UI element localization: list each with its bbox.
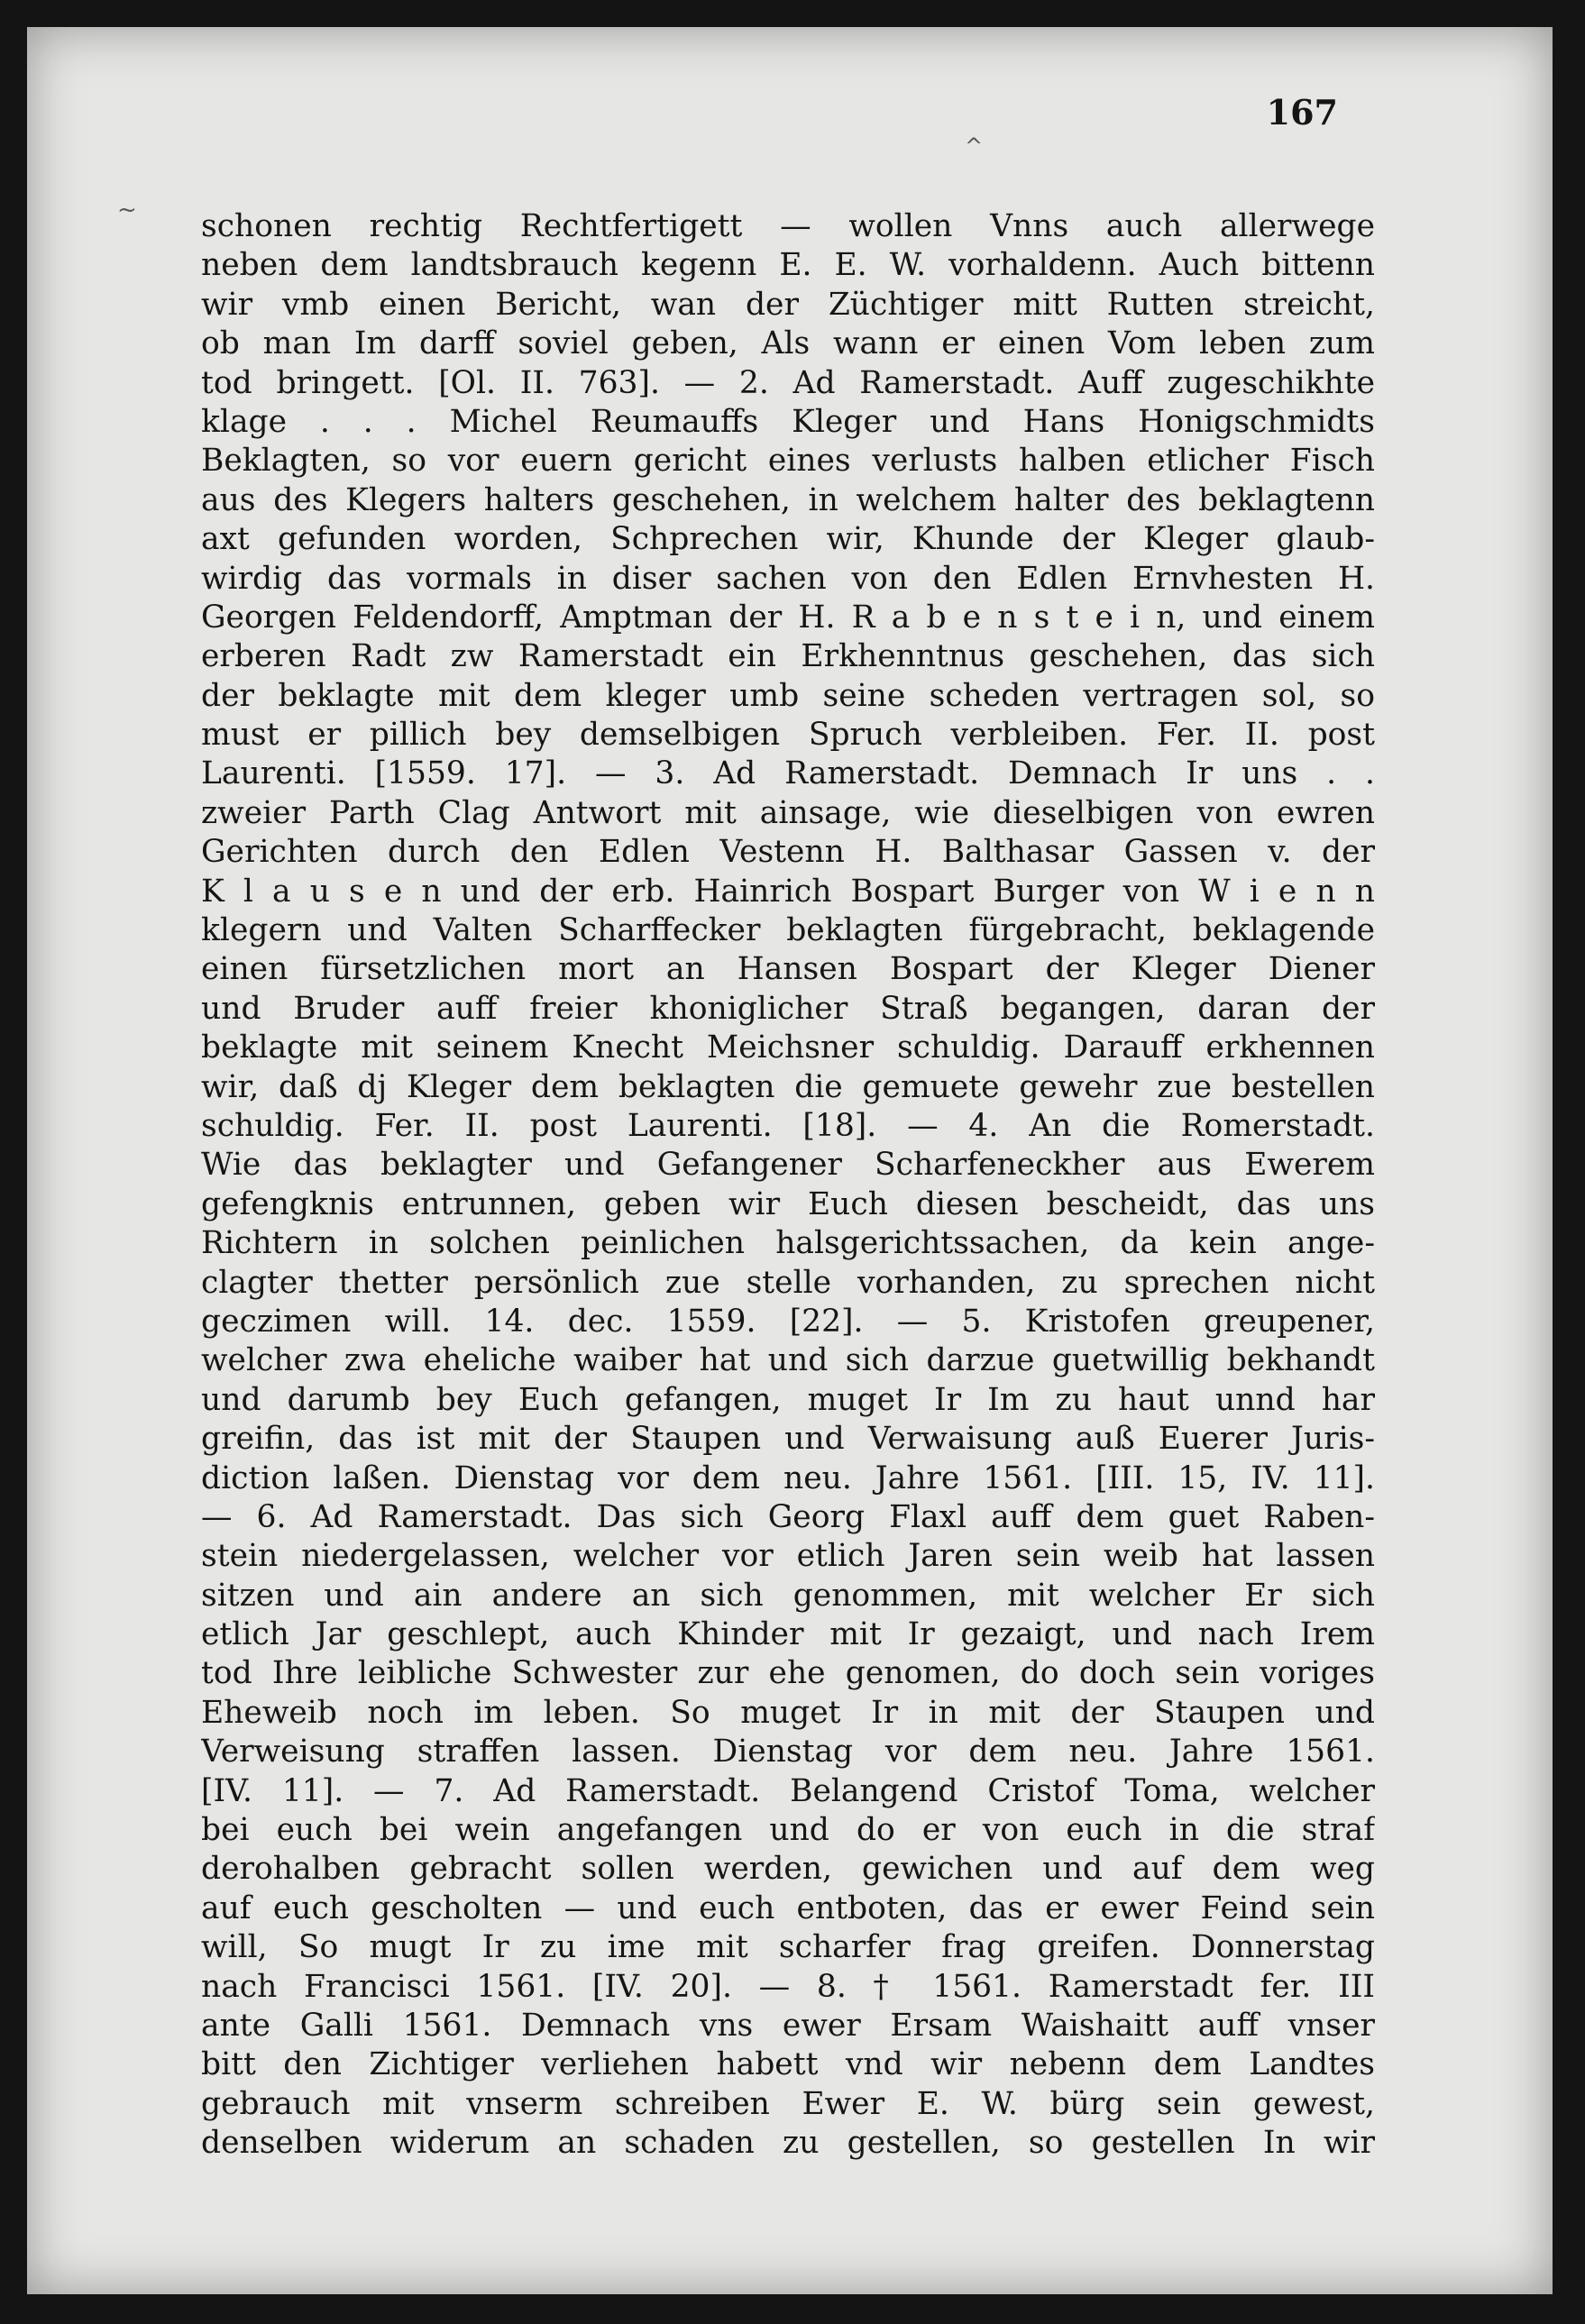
text-line: Beklagten, so vor euern gericht eines verlusts halben etlicher Fisch (201, 443, 1375, 480)
text-line: gefengknis entrunnen, geben wir Euch diesen bescheidt, das uns (201, 1185, 1375, 1222)
text-line: Laurenti. [1559. 17]. — 3. Ad Ramerstadt. Demnach Ir uns . . (201, 755, 1375, 792)
text-line: diction laßen. Dienstag vor dem neu. Jahre 1561. [III. 15, IV. 11]. (201, 1459, 1375, 1496)
text-line: beklagte mit seinem Knecht Meichsner schuldig. Darauff erkhennen (201, 1029, 1375, 1066)
text-line: erberen Radt zw Ramerstadt ein Erkhenntnus geschehen, das sich (201, 638, 1375, 675)
text-line: gebrauch mit vnserm schreiben Ewer E. W. bürg sein gewest, (201, 2085, 1375, 2122)
text-line: schuldig. Fer. II. post Laurenti. [18]. — 4. An die Romerstadt. (201, 1107, 1375, 1144)
text-line: greifin, das ist mit der Staupen und Verwaisung auß Euerer Juris- (201, 1421, 1375, 1458)
text-line: Eheweib noch im leben. So muget Ir in mit der Staupen und (201, 1694, 1375, 1731)
text-line: must er pillich bey demselbigen Spruch verbleiben. Fer. II. post (201, 717, 1375, 754)
text-line: Georgen Feldendorff, Amptman der H. R a b e n s t e i n, und einem (201, 599, 1375, 636)
page-number: 167 (1266, 92, 1338, 133)
text-line: bitt den Zichtiger verliehen habett vnd wir nebenn dem Landtes (201, 2046, 1375, 2083)
text-line: wirdig das vormals in diser sachen von den Edlen Ernvhesten H. (201, 560, 1375, 597)
text-line: derohalben gebracht sollen werden, gewichen und auf dem weg (201, 1851, 1375, 1888)
text-line: tod bringett. [Ol. II. 763]. — 2. Ad Ramerstadt. Auff zugeschikhte (201, 364, 1375, 401)
body-text (201, 207, 1375, 2164)
text-line: will, So mugt Ir zu ime mit scharfer frag greifen. Donnerstag (201, 1929, 1375, 1966)
text-line: neben dem landtsbrauch kegenn E. E. W. vorhaldenn. Auch bittenn (201, 247, 1375, 284)
text-line: und Bruder auff freier khoniglicher Straß begangen, daran der (201, 990, 1375, 1027)
text-line: auf euch gescholten — und euch entboten, das er ewer Feind sein (201, 1889, 1375, 1926)
text-line: sitzen und ain andere an sich genommen, mit welcher Er sich (201, 1577, 1375, 1614)
text-line: bei euch bei wein angefangen und do er von euch in die straf (201, 1812, 1375, 1849)
text-line: geczimen will. 14. dec. 1559. [22]. — 5. Kristofen greupener, (201, 1303, 1375, 1340)
text-line: etlich Jar geschlept, auch Khinder mit Ir gezaigt, und nach Irem (201, 1616, 1375, 1653)
text-line: Gerichten durch den Edlen Vestenn H. Balthasar Gassen v. der (201, 834, 1375, 871)
text-line: axt gefunden worden, Schprechen wir, Khunde der Kleger glaub- (201, 521, 1375, 558)
text-line: klage . . . Michel Reumauffs Kleger und Hans Honigschmidts (201, 403, 1375, 440)
text-line: zweier Parth Clag Antwort mit ainsage, wie dieselbigen von ewren (201, 794, 1375, 831)
text-line: nach Francisci 1561. [IV. 20]. — 8. † 1561. Ramerstadt fer. III (201, 1968, 1375, 2005)
text-line: Verweisung straffen lassen. Dienstag vor dem neu. Jahre 1561. (201, 1734, 1375, 1770)
text-line: wir, daß dj Kleger dem beklagten die gemuete gewehr zue bestellen (201, 1068, 1375, 1105)
text-line: — 6. Ad Ramerstadt. Das sich Georg Flaxl auff dem guet Raben- (201, 1498, 1375, 1535)
text-line: tod Ihre leibliche Schwester zur ehe genomen, do doch sein voriges (201, 1655, 1375, 1692)
text-line: wir vmb einen Bericht, wan der Züchtiger mitt Rutten streicht, (201, 286, 1375, 323)
margin-speck: ^ (965, 133, 984, 159)
text-line: welcher zwa eheliche waiber hat und sich darzue guetwillig bekhandt (201, 1342, 1375, 1379)
text-line: K l a u s e n und der erb. Hainrich Bospart Burger von W i e n n (201, 873, 1375, 910)
text-line: [IV. 11]. — 7. Ad Ramerstadt. Belangend Cristof Toma, welcher (201, 1772, 1375, 1809)
text-line: ante Galli 1561. Demnach vns ewer Ersam Waishaitt auff vnser (201, 2007, 1375, 2044)
margin-speck: ~ (117, 197, 137, 224)
text-line: denselben widerum an schaden zu gestellen, so gestellen In wir (201, 2125, 1375, 2162)
text-line: ob man Im darff soviel geben, Als wann er einen Vom leben zum (201, 325, 1375, 362)
text-line: stein niedergelassen, welcher vor etlich Jaren sein weib hat lassen (201, 1538, 1375, 1575)
text-line: der beklagte mit dem kleger umb seine scheden vertragen sol, so (201, 677, 1375, 714)
text-line: Richtern in solchen peinlichen halsgerichtssachen, da kein ange- (201, 1225, 1375, 1262)
text-line: schonen rechtig Rechtfertigett — wollen Vnns auch allerwege (201, 208, 1375, 244)
text-line: clagter thetter persönlich zue stelle vorhanden, zu sprechen nicht (201, 1264, 1375, 1301)
text-line: aus des Klegers halters geschehen, in welchem halter des beklagtenn (201, 481, 1375, 518)
text-line: Wie das beklagter und Gefangener Scharfeneckher aus Ewerem (201, 1147, 1375, 1184)
text-line: klegern und Valten Scharffecker beklagten fürgebracht, beklagende (201, 912, 1375, 949)
text-line: einen fürsetzlichen mort an Hansen Bospart der Kleger Diener (201, 951, 1375, 988)
text-line: und darumb bey Euch gefangen, muget Ir Im zu haut unnd har (201, 1381, 1375, 1418)
book-page (27, 27, 1553, 2294)
